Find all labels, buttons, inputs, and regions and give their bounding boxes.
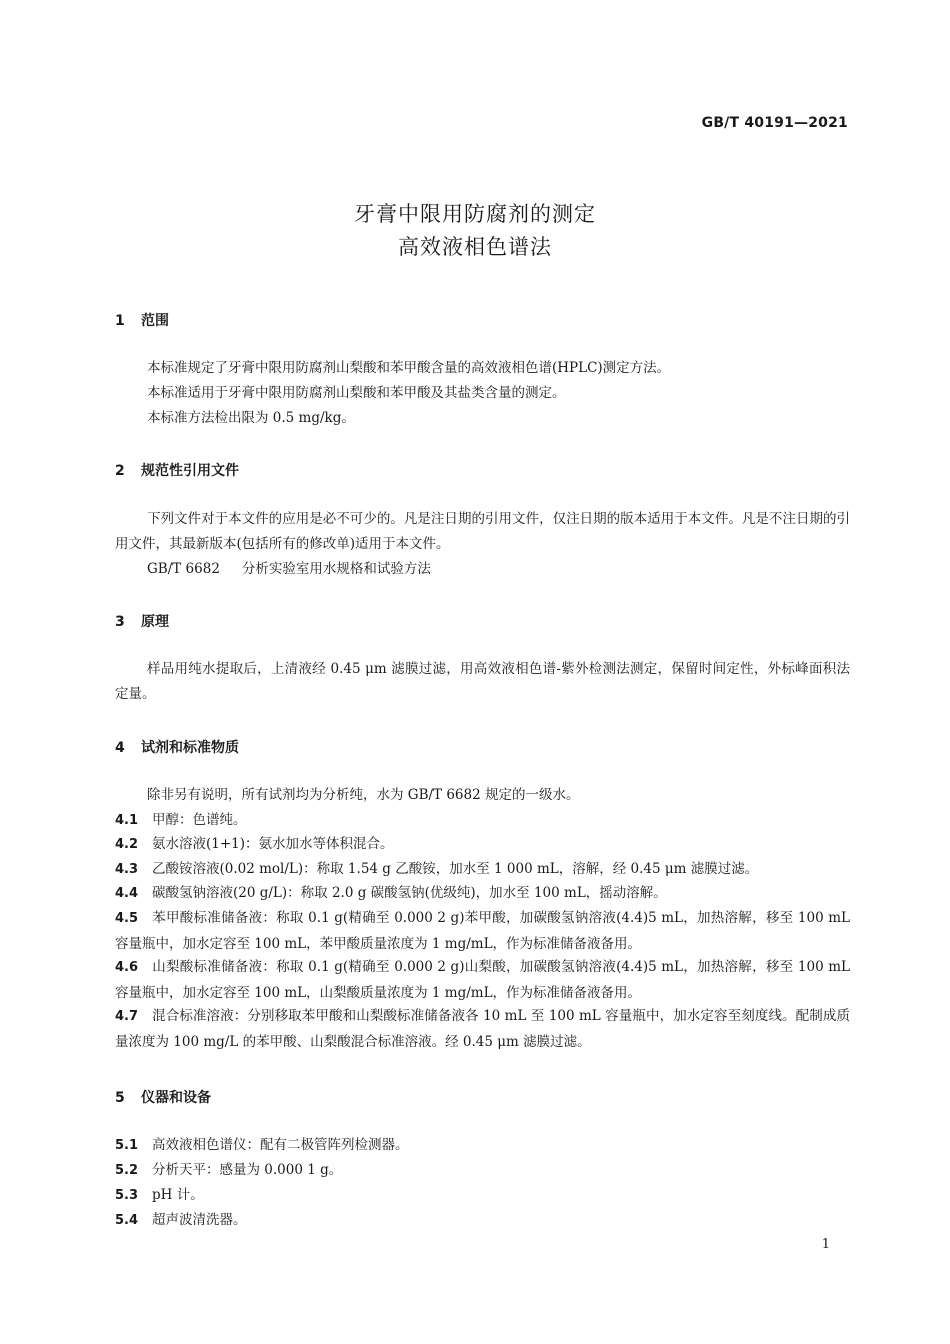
item-text: 山梨酸标准储备液：称取 0.1 g(精确至 0.000 2 g)山梨酸，加碳酸氢钠溶液(4.4)5 mL，加热溶解，移至 100 mL 容量瓶中，加水定容至 100 mL，山梨酸质量浓度为 1 mg/mL，作为标准储备液备用。 [115, 959, 850, 1001]
item-number: 4.5 [115, 911, 139, 926]
paragraph: 除非另有说明，所有试剂均为分析纯，水为 GB/T 6682 规定的一级水。 [147, 787, 580, 803]
section-heading-reagents [115, 737, 239, 757]
item-text: 分析天平：感量为 0.000 1 g。 [152, 1162, 343, 1178]
item-text: 混合标准溶液：分别移取苯甲酸和山梨酸标准储备液各 10 mL 至 100 mL 容量瓶中，加水定容至刻度线。配制成质量浓度为 100 mg/L 的苯甲酸、山梨酸混合标准溶液。经 0.45 μm 滤膜过滤。 [115, 1008, 850, 1050]
paragraph: 本标准规定了牙膏中限用防腐剂山梨酸和苯甲酸含量的高效液相色谱(HPLC)测定方法。 [147, 360, 671, 376]
list-item [115, 1158, 850, 1184]
section-number: 5 [115, 1090, 125, 1106]
page-number: 1 [821, 1237, 830, 1252]
list-item [115, 1208, 850, 1234]
item-text: 甲醇：色谱纯。 [152, 812, 247, 828]
section-number: 4 [115, 740, 125, 756]
item-text: 苯甲酸标准储备液：称取 0.1 g(精确至 0.000 2 g)苯甲酸，加碳酸氢钠溶液(4.4)5 mL，加热溶解，移至 100 mL 容量瓶中，加水定容至 100 mL，苯甲酸质量浓度为 1 mg/mL，作为标准储备液备用。 [115, 910, 850, 952]
section-title: 规范性引用文件 [141, 463, 239, 479]
item-number: 5.1 [115, 1138, 139, 1153]
section-title: 范围 [141, 313, 169, 329]
section-heading-principle [115, 611, 169, 631]
item-text: pH 计。 [152, 1187, 204, 1203]
item-text: 高效液相色谱仪：配有二极管阵列检测器。 [152, 1137, 409, 1153]
list-item [115, 808, 850, 834]
item-text: 超声波清洗器。 [152, 1212, 247, 1228]
item-number: 4.2 [115, 837, 139, 852]
item-text: 乙酸铵溶液(0.02 mol/L)：称取 1.54 g 乙酸铵，加水至 1 000 mL，溶解，经 0.45 μm 滤膜过滤。 [152, 861, 759, 877]
item-number: 4.1 [115, 813, 139, 828]
item-number: 4.4 [115, 886, 139, 901]
standard-code: GB/T 40191—2021 [701, 115, 848, 131]
item-number: 4.3 [115, 862, 139, 877]
paragraph: 样品用纯水提取后，上清液经 0.45 μm 滤膜过滤，用高效液相色谱-紫外检测法测定，保留时间定性，外标峰面积法定量。 [115, 661, 850, 702]
section-number: 3 [115, 614, 125, 630]
list-item [115, 1183, 850, 1209]
document-title-line1: 牙膏中限用防腐剂的测定 [354, 202, 596, 226]
paragraph: 本标准适用于牙膏中限用防腐剂山梨酸和苯甲酸及其盐类含量的测定。 [147, 385, 566, 401]
paragraph: 下列文件对于本文件的应用是必不可少的。凡是注日期的引用文件，仅注日期的版本适用于本文件。凡是不注日期的引用文件，其最新版本(包括所有的修改单)适用于本文件。 [115, 511, 850, 552]
section-heading-scope [115, 310, 169, 330]
list-item [115, 832, 850, 858]
section-number: 2 [115, 463, 125, 479]
item-number: 5.4 [115, 1213, 139, 1228]
document-title-line2: 高效液相色谱法 [398, 235, 552, 259]
paragraph: 本标准方法检出限为 0.5 mg/kg。 [147, 410, 355, 426]
item-number: 4.6 [115, 960, 139, 975]
item-number: 4.7 [115, 1009, 139, 1024]
section-title: 仪器和设备 [141, 1090, 211, 1106]
reference-entry [147, 557, 431, 582]
reference-code: GB/T 6682 [147, 561, 220, 577]
section-heading-apparatus [115, 1087, 211, 1107]
section-title: 原理 [141, 614, 169, 630]
reference-title: 分析实验室用水规格和试验方法 [241, 561, 431, 577]
list-item [115, 906, 850, 956]
section-heading-normative-references [115, 460, 239, 480]
list-item [115, 1133, 850, 1159]
section-title: 试剂和标准物质 [141, 740, 239, 756]
item-text: 碳酸氢钠溶液(20 g/L)：称取 2.0 g 碳酸氢钠(优级纯)，加水至 100 mL，摇动溶解。 [152, 885, 667, 901]
list-item [115, 881, 850, 907]
list-item [115, 955, 850, 1005]
list-item [115, 1004, 850, 1054]
section-number: 1 [115, 313, 125, 329]
item-number: 5.2 [115, 1163, 139, 1178]
item-number: 5.3 [115, 1188, 139, 1203]
list-item [115, 857, 850, 883]
item-text: 氨水溶液(1+1)：氨水加水等体积混合。 [152, 836, 394, 852]
